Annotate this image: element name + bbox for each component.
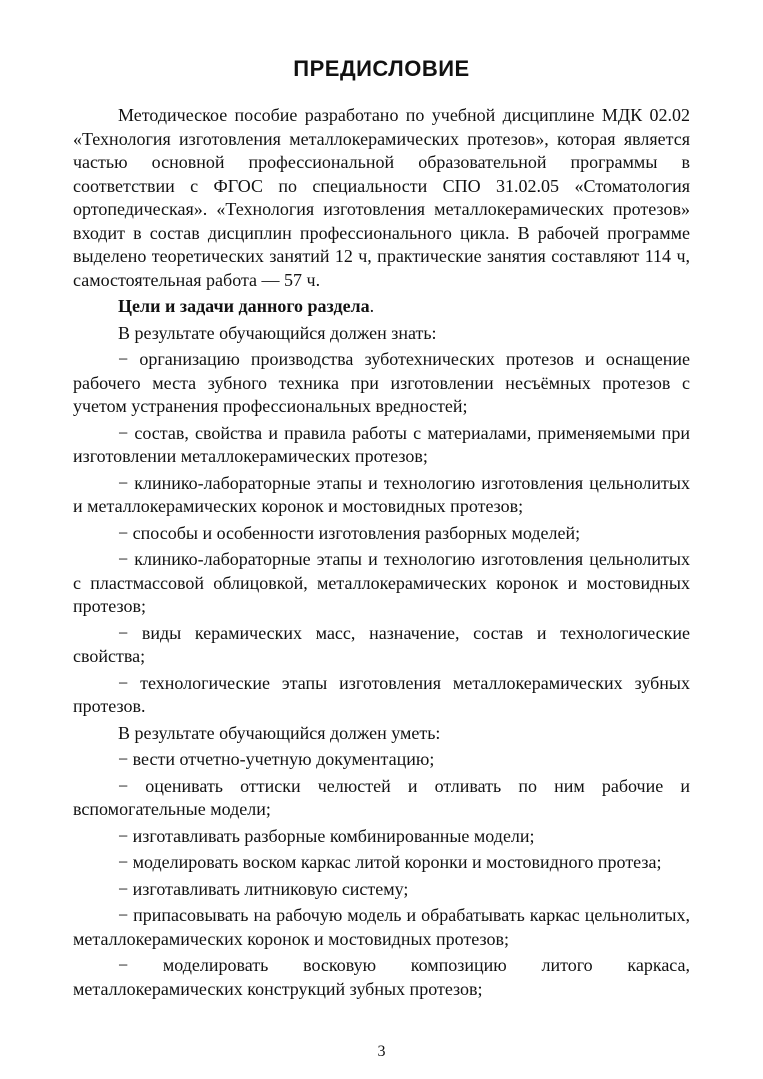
know-item: − технологические этапы изготовления металлокерамических зубных протезов. — [73, 672, 690, 716]
can-heading: В результате обучающийся должен уметь: — [118, 722, 441, 743]
goals-heading: Цели и задачи данного раздела — [118, 296, 370, 316]
can-item: − изготавливать разборные комбинированные модели; — [118, 825, 535, 846]
can-item: − изготавливать литниковую систему; — [118, 878, 409, 899]
know-item: − организацию производства зуботехнических протезов и оснащение рабочего места зубного техника при изготовлении несъёмных протезов с учетом устранения профессиональных вредностей; — [73, 349, 690, 416]
goals-heading-line — [73, 295, 690, 319]
know-item: − клинико-лабораторные этапы и технологию изготовления цельнолитых и металлокерамических коронок и мостовидных протезов; — [73, 472, 690, 516]
goals-heading-tail: . — [369, 296, 375, 316]
can-item: − моделировать воском каркас литой коронки и мостовидного протеза; — [118, 852, 662, 872]
know-item: − виды керамических масс, назначение, состав и технологические свойства; — [73, 622, 690, 666]
can-item: − моделировать восковую композицию литого каркаса, металлокерамических конструкций зубных протезов; — [73, 955, 690, 999]
know-item: − состав, свойства и правила работы с материалами, применяемыми при изготовлении металлокерамических протезов; — [73, 422, 690, 466]
page-number: 3 — [377, 1043, 386, 1060]
know-item: − способы и особенности изготовления разборных моделей; — [118, 522, 581, 543]
document-page — [73, 52, 690, 1001]
page-title: ПРЕДИСЛОВИЕ — [293, 56, 470, 81]
know-heading: В результате обучающийся должен знать: — [118, 322, 437, 343]
can-item: − припасовывать на рабочую модель и обрабатывать каркас цельнолитых, металлокерамических коронок и мостовидных протезов; — [73, 905, 690, 949]
intro-paragraph: Методическое пособие разработано по учебной дисциплине МДК 02.02 «Технология изготовления металлокерамических протезов», которая является частью основной профессиональной образовательной программы в соответствии с ФГОС по специальности СПО 31.02.05 «Стоматология ортопедическая». «Технология изготовления металлокерамических протезов» входит в состав дисциплин профессионального цикла. В рабочей программе выделено теоретических занятий 12 ч, практические занятия составляют 114 ч, самостоятельная работа — 57 ч. — [73, 105, 690, 290]
can-item: − оценивать оттиски челюстей и отливать по ним рабочие и вспомогательные модели; — [73, 775, 690, 819]
know-item: − клинико-лабораторные этапы и технологию изготовления цельнолитых с пластмассовой облицовкой, металлокерамических коронок и мостовидных протезов; — [73, 549, 690, 616]
can-item: − вести отчетно-учетную документацию; — [118, 749, 435, 769]
